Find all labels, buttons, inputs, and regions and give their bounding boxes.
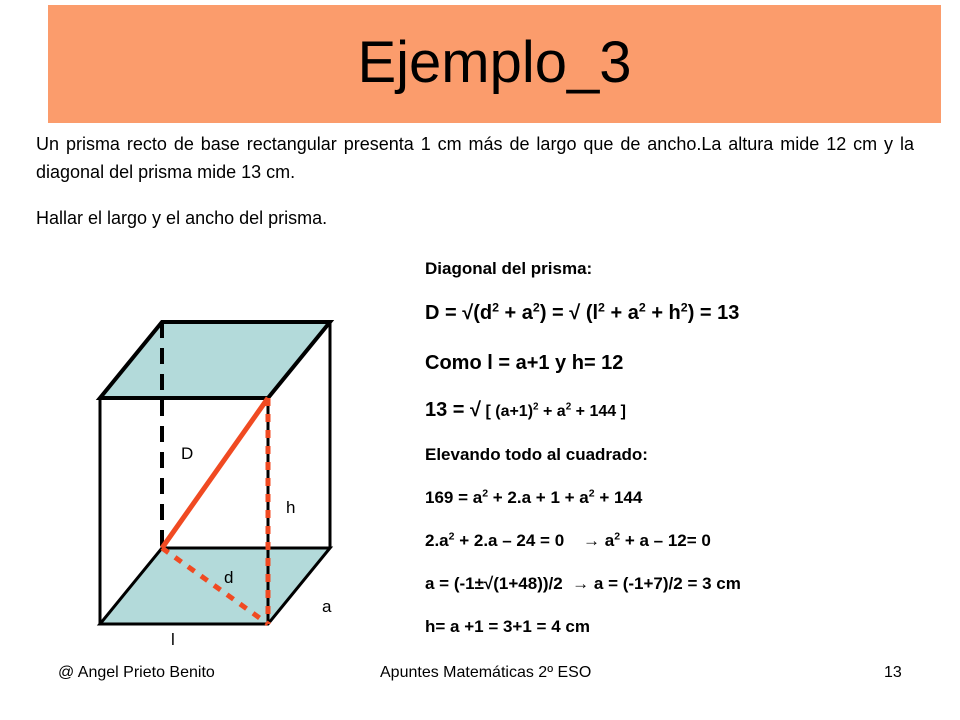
footer-author: @ Angel Prieto Benito (58, 664, 215, 681)
problem-statement: Un prisma recto de base rectangular presenta 1 cm más de largo que de ancho.La altura mide 12 cm y la diagonal del prisma mide 13 cm. (36, 134, 914, 182)
footer-course: Apuntes Matemáticas 2º ESO (380, 664, 592, 681)
label-D: D (181, 444, 194, 463)
slide-title: Ejemplo_3 (357, 30, 632, 95)
problem-question: Hallar el largo y el ancho del prisma. (36, 208, 328, 228)
quadratic-equation: $2.a^2 + 2.a - 24 = 0$ → $a^2 + a - 12= 0$ (425, 530, 711, 550)
prism-top-face (100, 322, 330, 398)
arrow-right-icon: → (572, 574, 590, 593)
prism-diagonal-D (162, 398, 268, 548)
height-result: h= a +1 = 3+1 = 4 cm (425, 617, 590, 636)
footer-page-number: 13 (884, 664, 902, 681)
label-a: a (322, 597, 332, 616)
quadratic-solution: a = (-1±√(1+48))/2 → a = (-1+7)/2 = 3 cm (425, 574, 741, 593)
label-h: h (286, 498, 296, 517)
equation-squared: $169 = a^2 + 2.a + 1 + a^2 + 144$ (425, 487, 643, 507)
squaring-step: Elevando todo al cuadrado: (425, 445, 648, 464)
diagonal-formula: $D = √(d^2 + a^2)$ = √ $(l^2 + a^2 + h^2) = 13$ (425, 300, 740, 324)
substitution-line: Como l = a+1 y h= 12 (425, 352, 624, 374)
solution-heading: Diagonal del prisma: (425, 259, 593, 278)
equation-root: 13 = √ [ $(a+1)^2 + a^2 + 144$ ] (425, 399, 626, 421)
arrow-right-icon: → (583, 531, 601, 550)
label-l: l (171, 630, 175, 649)
label-d: d (224, 568, 234, 587)
